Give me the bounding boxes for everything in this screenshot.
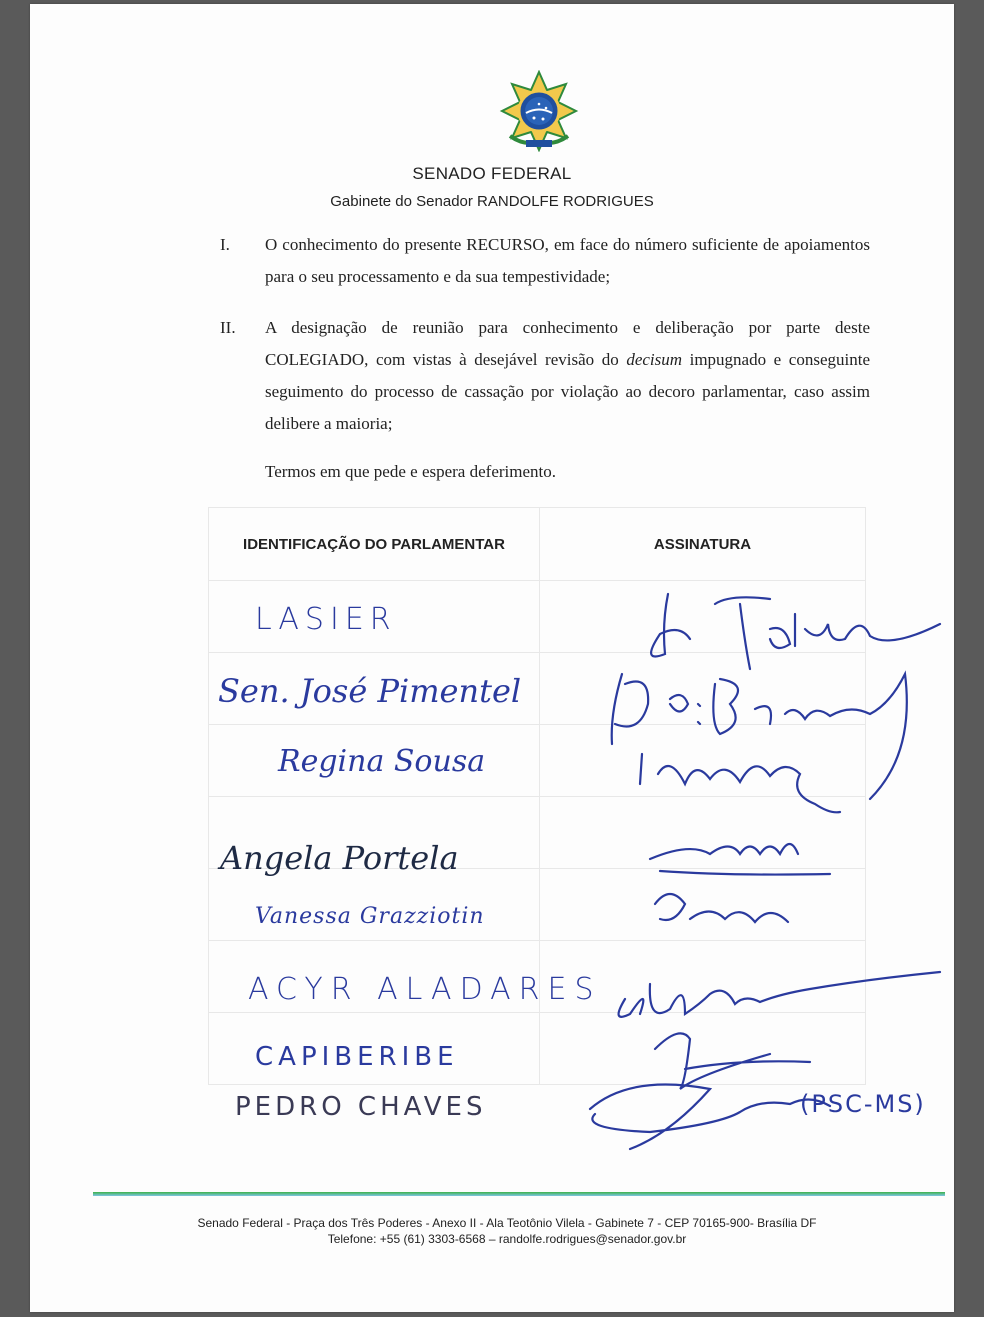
signature-6 (619, 972, 940, 1017)
coat-of-arms-seal (498, 70, 580, 152)
institution-title: SENADO FEDERAL (412, 164, 572, 183)
closing-sentence: Termos em que pede e espera deferimento. (265, 462, 556, 481)
signatures-drawing (570, 584, 950, 1164)
table-header-row (209, 508, 866, 581)
item-text-part: O conhecimento do presente RECURSO, em face do número suficiente de apoiamentos para o seu processamento e da sua tempestividade; (265, 235, 870, 286)
handwritten-name: CAPIBERIBE (255, 1042, 459, 1072)
item-number: II. (220, 318, 236, 337)
item-text-emphasis: decisum (626, 350, 683, 369)
item-text-part: impugnado e conseguinte seguimento do processo de cassação por violação ao decoro parlamentar, caso assim delibere a maioria; (265, 350, 870, 433)
handwritten-name: ACYR ALADARES (248, 972, 602, 1007)
signature-5 (655, 894, 788, 922)
column-header-signature: ASSINATURA (540, 508, 866, 581)
signature-4 (650, 844, 830, 875)
column-header-identification: IDENTIFICAÇÃO DO PARLAMENTAR (209, 508, 540, 581)
handwritten-name: Vanessa Grazziotin (255, 904, 485, 929)
signature-3 (640, 754, 840, 812)
item-text (265, 229, 870, 293)
handwritten-party-note: (PSC-MS) (800, 1090, 926, 1118)
handwritten-name: PEDRO CHAVES (235, 1092, 487, 1122)
footer-contact: Telefone: +55 (61) 3303-6568 – randolfe.rodrigues@senador.gov.br (327, 1232, 687, 1246)
signature-2 (612, 674, 907, 799)
handwritten-name: Angela Portela (220, 839, 459, 877)
item-text (265, 312, 870, 440)
item-number: I. (220, 235, 230, 254)
footer-address: Senado Federal - Praça dos Três Poderes - Anexo II - Ala Teotônio Vilela - Gabinete 7 - CEP 70165-900- Brasília DF (197, 1216, 817, 1230)
handwritten-name: LASIER (255, 602, 397, 637)
office-subtitle: Gabinete do Senador RANDOLFE RODRIGUES (330, 193, 654, 210)
signature-1 (651, 594, 940, 669)
handwritten-name: Regina Sousa (278, 744, 486, 779)
signature-8 (590, 1085, 830, 1150)
footer-divider (93, 1192, 945, 1196)
handwritten-name: Sen. José Pimentel (218, 672, 522, 710)
item-text-part: A designação de reunião para conhecimento e deliberação por parte deste COLEGIADO, com vistas à desejável revisão do (265, 318, 870, 369)
signature-7 (655, 1033, 810, 1089)
document-page (30, 4, 954, 1312)
